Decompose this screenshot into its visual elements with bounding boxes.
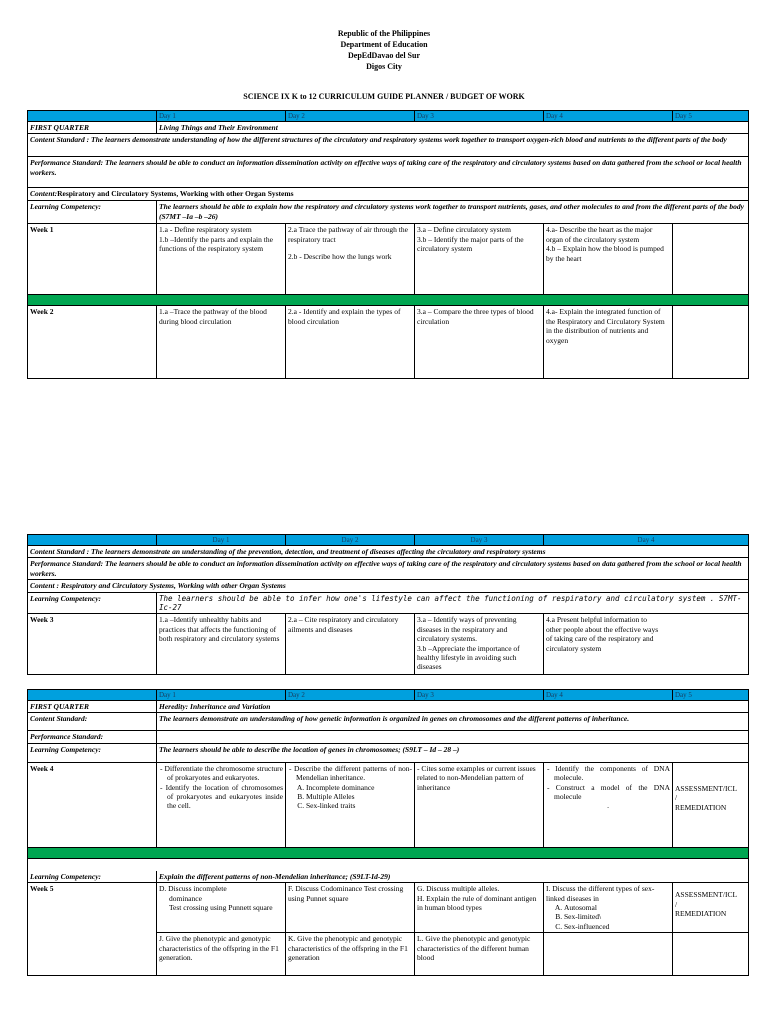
content-row-2 [28, 580, 749, 592]
week-5-day-1 [157, 883, 286, 933]
content-standard-row-3 [28, 713, 749, 731]
objective-h: H. Explain the rule of dominant antigen in human blood types [417, 893, 537, 913]
week-2-day-5 [673, 306, 749, 379]
week-5-day-4 [544, 883, 673, 933]
header-city: Digos City [366, 62, 402, 71]
planner-table-2 [27, 534, 749, 675]
assessment-label: ASSESSMENT/ICL [675, 890, 738, 900]
header-department: Department of Education [340, 40, 428, 49]
day-4-header: Day 4 [544, 690, 673, 701]
quarter-label: FIRST QUARTER [28, 701, 157, 713]
week-3-day-3 [415, 614, 544, 675]
separator-row-3 [28, 847, 749, 858]
objective-dna-components: - Identify the components of DNA molecule. [554, 764, 670, 783]
objective-3b: 3.b – Identify the major parts of the circulatory system [417, 234, 524, 254]
content-standard-text: The learners demonstrate an understanding of how genetic information is organized in genes on chromosomes and the different patterns of inheritance. [157, 713, 749, 731]
week-4-day-5 [673, 762, 749, 847]
day-5-header: Day 5 [673, 111, 749, 122]
performance-standard: Performance Standard: The learners should be able to conduct an information dissemination activity on effective ways of taking care of the respiratory and circulatory systems based on data gathered from the school or local health workers. [28, 157, 749, 188]
week-4-row [28, 762, 749, 847]
spacer-row [28, 858, 749, 871]
list-item: B. Multiple Alleles [306, 792, 412, 801]
day-2-header: Day 2 [286, 690, 415, 701]
day-2-header: Day 2 [286, 111, 415, 122]
objective-chromosome-structure: - Differentiate the chromosome structure of prokaryotes and eukaryotes. [167, 764, 283, 783]
week-1-day-4 [544, 224, 673, 295]
content-standard-row-2 [28, 546, 749, 558]
day-1-header: Day 1 [157, 535, 286, 546]
objective-4b: 4.b – Explain how the blood is pumped by the heart [546, 244, 664, 263]
competency-row-4 [28, 871, 749, 883]
performance-standard-row-3 [28, 731, 749, 743]
content-topic: Content : Respiratory and Circulatory Systems, Working with other Organ Systems [28, 580, 749, 592]
content-standard: Content Standard : The learners demonstrate an understanding of the prevention, detection, and treatment of diseases affecting the circulatory and respiratory systems [28, 546, 749, 558]
week-2-day-2: 2.a - Identify and explain the types of blood circulation [286, 306, 415, 379]
week-2-row [28, 306, 749, 379]
week-4-label: Week 4 [28, 762, 157, 847]
competency-text: The learners should be able to describe the location of genes in chromosomes; (S9LT – Id – 28 –) [157, 743, 749, 762]
separator-row [28, 295, 749, 306]
planner-table-3 [27, 689, 749, 976]
week-2-day-4: 4.a- Explain the integrated function of the Respiratory and Circulatory System in the distribution of nutrients and oxygen [544, 306, 673, 379]
content-standard-label: Content Standard: [28, 713, 157, 731]
week-2-label: Week 2 [28, 306, 157, 379]
remediation-label: REMEDIATION [675, 802, 727, 812]
day-3-header: Day 3 [415, 111, 544, 122]
objective-dna-model: - Construct a model of the DNA molecule [554, 783, 670, 802]
performance-standard-label: Performance Standard: [28, 731, 157, 743]
planner-table-1 [27, 110, 749, 379]
week-5-day-5 [673, 883, 749, 933]
competency-text: The learners should be able to infer how one's lifestyle can affect the functioning of respiratory and circulatory system . S7MT-Ic-27 [157, 592, 749, 614]
week-3-day-4 [544, 614, 749, 675]
quarter-topic: Living Things and Their Environment [157, 122, 749, 134]
week-1-row [28, 224, 749, 295]
stray-period: . [607, 801, 609, 811]
assessment-slash: / [675, 793, 678, 803]
list-item: B. Sex-limited\ [564, 912, 670, 921]
quarter-row-3 [28, 701, 749, 713]
competency-row-2 [28, 592, 749, 614]
list-item: A. Autosomal [564, 903, 670, 912]
objective-1b: 1.b –Identify the parts and explain the functions of the respiratory system [159, 234, 273, 254]
week-4-day-1 [157, 762, 286, 847]
week-4-day-4 [544, 762, 673, 847]
competency-label: Learning Competency: [28, 592, 157, 614]
competency-row [28, 201, 749, 224]
header-division: DepEdDavao del Sur [347, 51, 420, 60]
day-5-header: Day 5 [673, 690, 749, 701]
objective-l: L. Give the phenotypic and genotypic characteristics of the different human blood [415, 933, 544, 976]
objective-3a: 3.a – Identify ways of preventing diseases in the respiratory and circulatory systems. [417, 615, 517, 644]
competency-label-2: Learning Competency: [28, 871, 157, 883]
week-5-day-3 [415, 883, 544, 933]
week-1-day-5 [673, 224, 749, 295]
content-topic [28, 188, 749, 201]
objective-d: D. Discuss incomplete [159, 884, 227, 894]
week-3-row [28, 614, 749, 675]
content-row [28, 188, 749, 201]
list-item: A. Incomplete dominance [306, 783, 412, 792]
competency-text-2: Explain the different patterns of non-Mendelian inheritance; (S9LT-Id-29) [157, 871, 749, 883]
document-title: SCIENCE IX K to 12 CURRICULUM GUIDE PLANNER / BUDGET OF WORK [243, 92, 525, 101]
day-4-header: Day 4 [544, 535, 749, 546]
week-5-label: Week 5 [28, 883, 157, 976]
week-2-day-3: 3.a – Compare the three types of blood circulation [415, 306, 544, 379]
day-3-header: Day 3 [415, 535, 544, 546]
day-header-row-3 [28, 690, 749, 701]
assessment-slash: / [675, 899, 678, 909]
week-5-day-2: F. Discuss Codominance Test crossing using Punnet square [286, 883, 415, 933]
quarter-topic: Heredity: Inheritance and Variation [157, 701, 749, 713]
objective-i: I. Discuss the different types of sex-linked diseases in [546, 884, 655, 903]
week-1-day-2 [286, 224, 415, 295]
objective-g: G. Discuss multiple alleles. [417, 884, 500, 894]
competency-label: Learning Competency: [28, 201, 157, 224]
day-2-header: Day 2 [286, 535, 415, 546]
objective-2b: 2.b - Describe how the lungs work [288, 252, 392, 262]
week-3-label: Week 3 [28, 614, 157, 675]
competency-row-3 [28, 743, 749, 762]
competency-text: The learners should be able to explain how the respiratory and circulatory systems work together to transport nutrients, gases, and other molecules to and from the different parts of the body (S7MT –Ia –b –26) [157, 201, 749, 224]
week-3-day-1: 1.a –Identify unhealthy habits and practices that affects the functioning of both respiratory and circulatory systems [157, 614, 286, 675]
objective-2a: 2.a Trace the pathway of air through the respiratory tract [288, 225, 408, 244]
objective-j: J. Give the phenotypic and genotypic characteristics of the offspring in the F1 generation. [157, 933, 286, 976]
objective-non-mendelian: - Describe the different patterns of non-Mendelian inheritance. [296, 764, 412, 783]
objective-3b: 3.b –Appreciate the importance of healthy lifestyle in avoiding such diseases [417, 643, 520, 672]
header-republic: Republic of the Philippines [337, 29, 431, 38]
performance-standard-row-2 [28, 558, 749, 580]
week-4-day-2 [286, 762, 415, 847]
week-1-label: Week 1 [28, 224, 157, 295]
objective-4a: 4.a Present helpful information to other people about the effective ways of taking care of the respiratory and circulatory system [546, 615, 659, 653]
content-text: Respiratory and Circulatory Systems, Working with other Organ Systems [57, 189, 294, 199]
day-header-row [28, 111, 749, 122]
week-2-day-1: 1.a –Trace the pathway of the blood during blood circulation [157, 306, 286, 379]
day-4-header: Day 4 [544, 111, 673, 122]
competency-label: Learning Competency: [28, 743, 157, 762]
objective-1a: 1.a - Define respiratory system [159, 225, 252, 235]
week-5-row [28, 883, 749, 933]
list-item: C. Sex-influenced [564, 922, 670, 931]
week-1-day-1 [157, 224, 286, 295]
week-3-day-2: 2.a – Cite respiratory and circulatory ailments and diseases [286, 614, 415, 675]
performance-standard: Performance Standard: The learners should be able to conduct an information dissemination activity on effective ways of taking care of the respiratory and circulatory systems based on data gathered from the school or local health workers. [28, 558, 749, 580]
content-standard: Content Standard : The learners demonstrate understanding of how the different structures of the circulatory and respiratory systems work together to transport oxygen-rich blood and nutrients to the different parts of the body [28, 134, 749, 157]
remediation-label: REMEDIATION [675, 909, 727, 919]
day-1-header: Day 1 [157, 111, 286, 122]
day-3-header: Day 3 [415, 690, 544, 701]
objective-d-testcross: Test crossing using Punnett square [169, 903, 273, 913]
objective-4a: 4.a- Describe the heart as the major organ of the circulatory system [546, 225, 653, 244]
objective-d-cont: dominance [169, 893, 202, 903]
list-item: C. Sex-linked traits [306, 801, 412, 810]
quarter-row [28, 122, 749, 134]
quarter-label: FIRST QUARTER [28, 122, 157, 134]
content-standard-row [28, 134, 749, 157]
objective-k: K. Give the phenotypic and genotypic characteristics of the offspring in the F1 generation [286, 933, 415, 976]
day-header-row-2 [28, 535, 749, 546]
performance-standard-row [28, 157, 749, 188]
day-1-header: Day 1 [157, 690, 286, 701]
assessment-label: ASSESSMENT/ICL [675, 783, 738, 793]
week-1-day-3 [415, 224, 544, 295]
content-prefix: Content: [30, 189, 58, 199]
objective-chromosome-location: - Identify the location of chromosomes of prokaryotes and eukaryotes inside the cell. [167, 783, 283, 811]
objective-3a: 3.a – Define circulatory system [417, 225, 511, 235]
week-4-day-3: - Cites some examples or current issues related to non-Mendelian pattern of inheritance [415, 762, 544, 847]
